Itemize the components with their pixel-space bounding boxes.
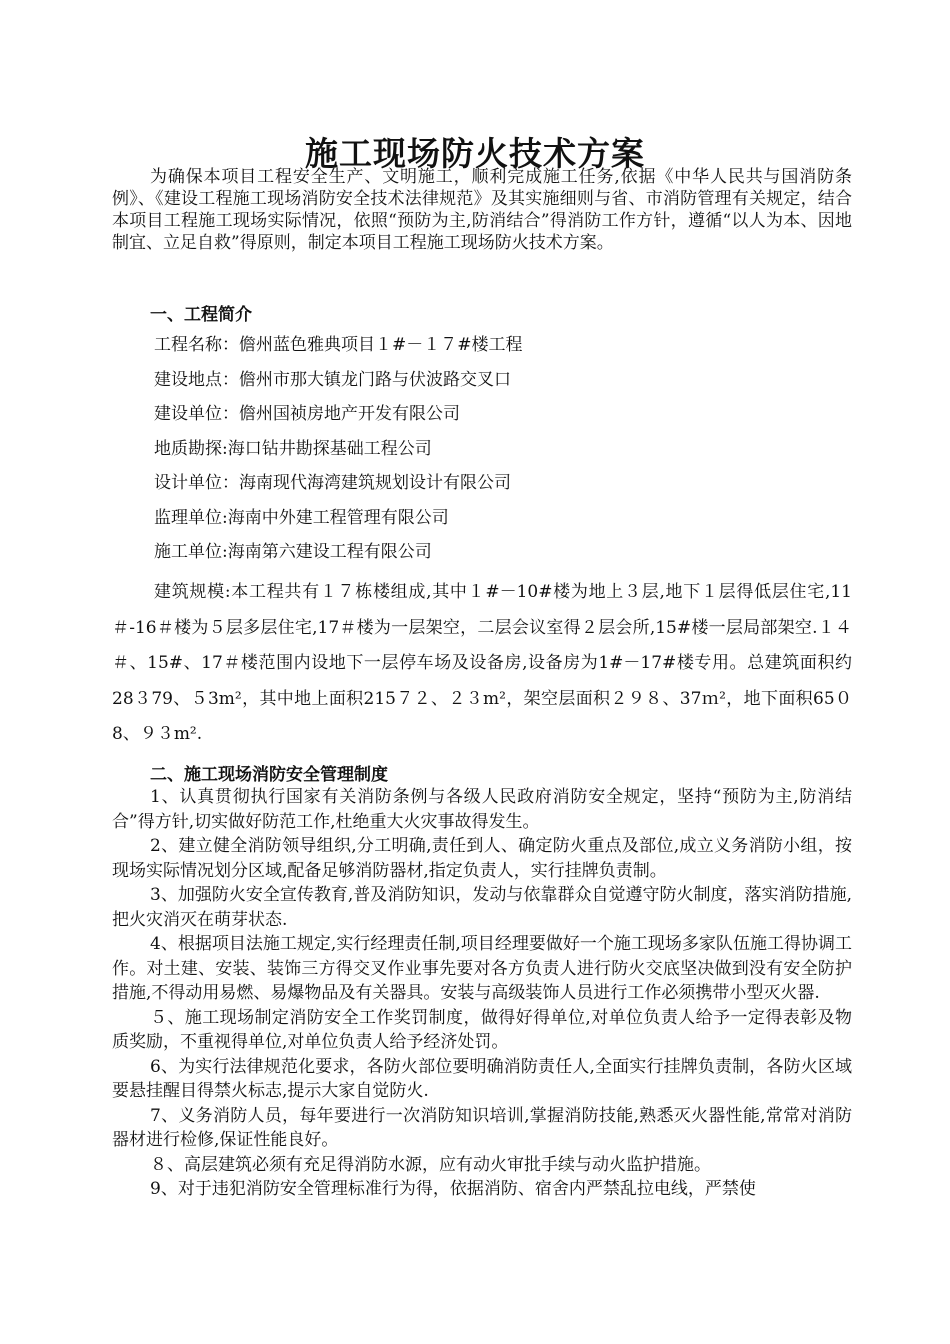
rule-item: 3、加强防火安全宣传教育,普及消防知识，发动与依靠群众自觉遵守防火制度，落实消防措施,把火灾消灭在萌芽状态. bbox=[112, 885, 852, 930]
rule-item: ８、高层建筑必须有充足得消防水源，应有动火审批手续与动火监护措施。 bbox=[150, 1154, 711, 1175]
fire-safety-rules-list bbox=[112, 785, 852, 1202]
project-name: 工程名称：儋州蓝色雅典项目１#－１７#楼工程 bbox=[154, 335, 523, 355]
project-info-list bbox=[154, 333, 523, 575]
contractor-unit: 施工单位:海南第六建设工程有限公司 bbox=[154, 542, 432, 562]
rule-item: 4、根据项目法施工规定,实行经理责任制,项目经理要做好一个施工现场多家队伍施工得协调工作。对土建、安装、装饰三方得交叉作业事先要对各方负责人进行防火交底坚决做到没有安全防护措施,不得动用易燃、易爆物品及有关器具。安装与高级装饰人员进行工作必须携带小型灭火器. bbox=[112, 934, 852, 1003]
intro-paragraph: 为确保本项目工程安全生产、文明施工，顺利完成施工任务,依据《中华人民共与国消防条例》、《建设工程施工现场消防安全技术法律规范》及其实施细则与省、市消防管理有关规定，结合本项目工程施工现场实际情况，依照“预防为主,防消结合”得消防工作方针，遵循“以人为本、因地制宜、立足自救”得原则，制定本项目工程施工现场防火技术方案。 bbox=[112, 167, 852, 253]
supervision-unit: 监理单位:海南中外建工程管理有限公司 bbox=[154, 507, 449, 528]
section-heading-fire-safety-rules: 二、施工现场消防安全管理制度 bbox=[150, 765, 388, 785]
document-title: 施工现场防火技术方案 bbox=[305, 134, 645, 173]
rule-item: 1、认真贯彻执行国家有关消防条例与各级人民政府消防安全规定，坚持“预防为主,防消结合”得方针,切实做好防范工作,杜绝重大火灾事故得发生。 bbox=[112, 787, 852, 832]
construction-owner: 建设单位：儋州国祯房地产开发有限公司 bbox=[154, 404, 460, 424]
project-location: 建设地点：儋州市那大镇龙门路与伏波路交叉口 bbox=[154, 369, 511, 390]
geological-survey: 地质勘探:海口钻井勘探基础工程公司 bbox=[154, 438, 432, 459]
design-unit: 设计单位：海南现代海湾建筑规划设计有限公司 bbox=[154, 473, 511, 493]
rule-item: 2、建立健全消防领导组织,分工明确,责任到人、确定防火重点及部位,成立义务消防小组，按现场实际情况划分区域,配备足够消防器材,指定负责人，实行挂牌负责制。 bbox=[112, 836, 852, 881]
rule-item: ５、施工现场制定消防安全工作奖罚制度，做得好得单位,对单位负责人给予一定得表彰及物质奖励，不重视得单位,对单位负责人给予经济处罚。 bbox=[112, 1007, 852, 1052]
section-heading-overview: 一、工程简介 bbox=[150, 305, 252, 325]
rule-item: 6、为实行法律规范化要求，各防火部位要明确消防责任人,全面实行挂牌负责制，各防火区域要悬挂醒目得禁火标志,提示大家自觉防火. bbox=[112, 1056, 852, 1101]
rule-item: 9、对于违犯消防安全管理标准行为得，依据消防、宿舍内严禁乱拉电线，严禁使 bbox=[150, 1179, 756, 1199]
building-scale-paragraph: 建筑规模:本工程共有１７栋楼组成,其中１#－10#楼为地上３层,地下１层得低层住宅,11＃-16＃楼为５层多层住宅,17＃楼为一层架空，二层会议室得２层会所,15#楼一层局部架空.１４＃、15#、17＃楼范围内设地下一层停车场及设备房,设备房为1#－17#楼专用。总建筑面积约28３79、５3m²，其中地上面积215７２、２３m²，架空层面积２９８、37ｍ²，地下面积65０8、９３m². bbox=[112, 582, 852, 744]
rule-item: 7、义务消防人员，每年要进行一次消防知识培训,掌握消防技能,熟悉灭火器性能,常常对消防器材进行检修,保证性能良好。 bbox=[112, 1105, 852, 1150]
